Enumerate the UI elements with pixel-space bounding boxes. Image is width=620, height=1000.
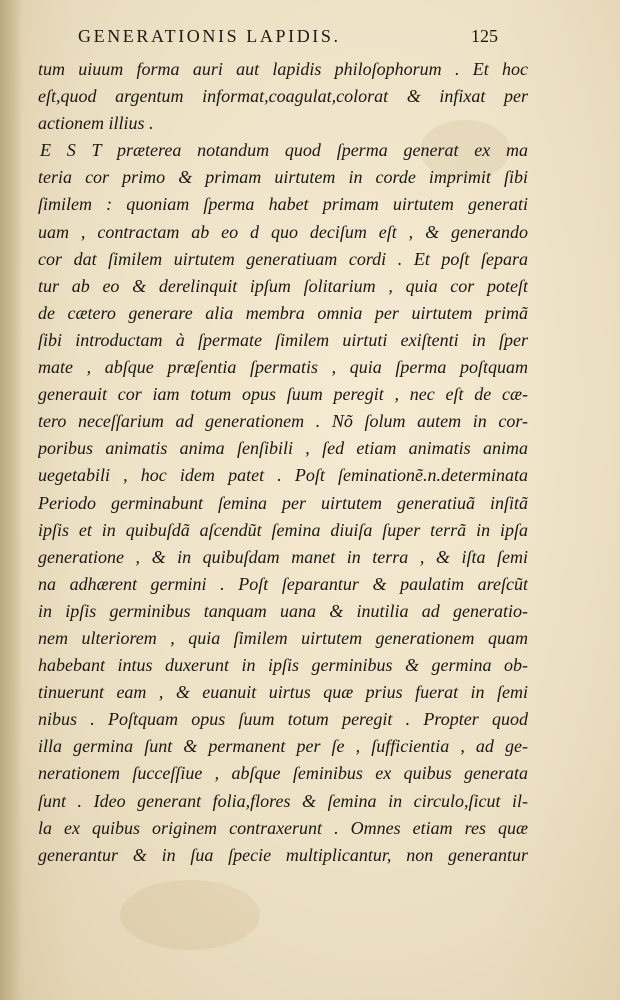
text-line: generauit cor iam totum opus ſuum peregit , nec eſt de cæ- bbox=[38, 384, 528, 405]
text-line: actionem illius . bbox=[38, 113, 154, 134]
text-line: nem ulteriorem , quia ſimilem uirtutem generationem quam bbox=[38, 627, 528, 648]
text-line: ſibi introductam à ſpermate ſimilem uirtuti exiſtenti in ſper bbox=[38, 329, 528, 350]
text-line: tum uiuum forma auri aut lapidis philoſophorum . Et hoc bbox=[38, 59, 528, 79]
text-line: mate , abſque præſentia ſpermatis , quia ſperma poſtquam bbox=[38, 357, 528, 378]
text-line: in ipſis germinibus tanquam uana & inutilia ad generatio- bbox=[38, 600, 528, 621]
running-title: GENERATIONIS LAPIDIS. bbox=[78, 26, 341, 46]
text-line: la ex quibus originem contraxerunt . Omnes etiam res quæ bbox=[38, 817, 528, 838]
text-line: cor dat ſimilem uirtutem generatiuam cordi . Et poſt ſepara bbox=[38, 248, 528, 269]
paper-stain bbox=[120, 880, 260, 950]
text-line: generatione , & in quibuſdam manet in terra , & iſta ſemi bbox=[38, 546, 528, 567]
text-line: Periodo germinabunt ſemina per uirtutem generatiuã inſitã bbox=[38, 492, 528, 513]
text-line: tur ab eo & derelinquit ipſum ſolitarium , quia cor poteſt bbox=[38, 275, 528, 296]
text-line: eſt,quod argentum informat,coagulat,colorat & infixat per bbox=[38, 86, 528, 107]
text-line: de cætero generare alia membra omnia per uirtutem primã bbox=[38, 302, 528, 323]
text-line: nerationem ſucceſſiue , abſque ſeminibus ex quibus generata bbox=[38, 763, 528, 784]
page-number: 125 bbox=[471, 26, 498, 46]
text-line: ſimilem : quoniam ſperma habet primam uirtutem generati bbox=[38, 194, 528, 215]
text-line: ſunt . Ideo generant folia,flores & ſemina in circulo,ſicut il- bbox=[38, 790, 528, 811]
text-line: habebant intus duxerunt in ipſis germinibus & germina ob- bbox=[38, 655, 528, 676]
text-line: na adhærent germini . Poſt ſeparantur & paulatim areſcũt bbox=[38, 573, 528, 594]
running-head bbox=[78, 26, 498, 52]
text-line: generantur & in ſua ſpecie multiplicantur, non generantur bbox=[38, 844, 528, 865]
text-line: teria cor primo & primam uirtutem in corde imprimit ſibi bbox=[38, 167, 528, 188]
paragraph-opening-line: E S T præterea notandum quod ſperma generat ex ma bbox=[40, 140, 528, 161]
text-line: tinuerunt eam , & euanuit uirtus quæ prius fuerat in ſemi bbox=[38, 682, 528, 703]
text-line: tero neceſſarium ad generationem . Nõ ſolum autem in cor- bbox=[38, 411, 528, 432]
page-gutter bbox=[0, 0, 22, 1000]
text-line: uam , contractam ab eo d quo deciſum eſt , & generando bbox=[38, 221, 528, 242]
text-line: uegetabili , hoc idem patet . Poſt ſeminationẽ.n.determinata bbox=[38, 465, 528, 486]
body-text bbox=[38, 56, 528, 869]
text-line: illa germina ſunt & permanent per ſe , ſufficientia , ad ge- bbox=[38, 736, 528, 757]
text-line: ipſis et in quibuſdã aſcendũt ſemina diuiſa ſuper terrã in ipſa bbox=[38, 519, 528, 540]
text-line: nibus . Poſtquam opus ſuum totum peregit . Propter quod bbox=[38, 709, 528, 730]
text-line: poribus animatis anima ſenſibili , ſed etiam animatis anima bbox=[38, 438, 528, 459]
